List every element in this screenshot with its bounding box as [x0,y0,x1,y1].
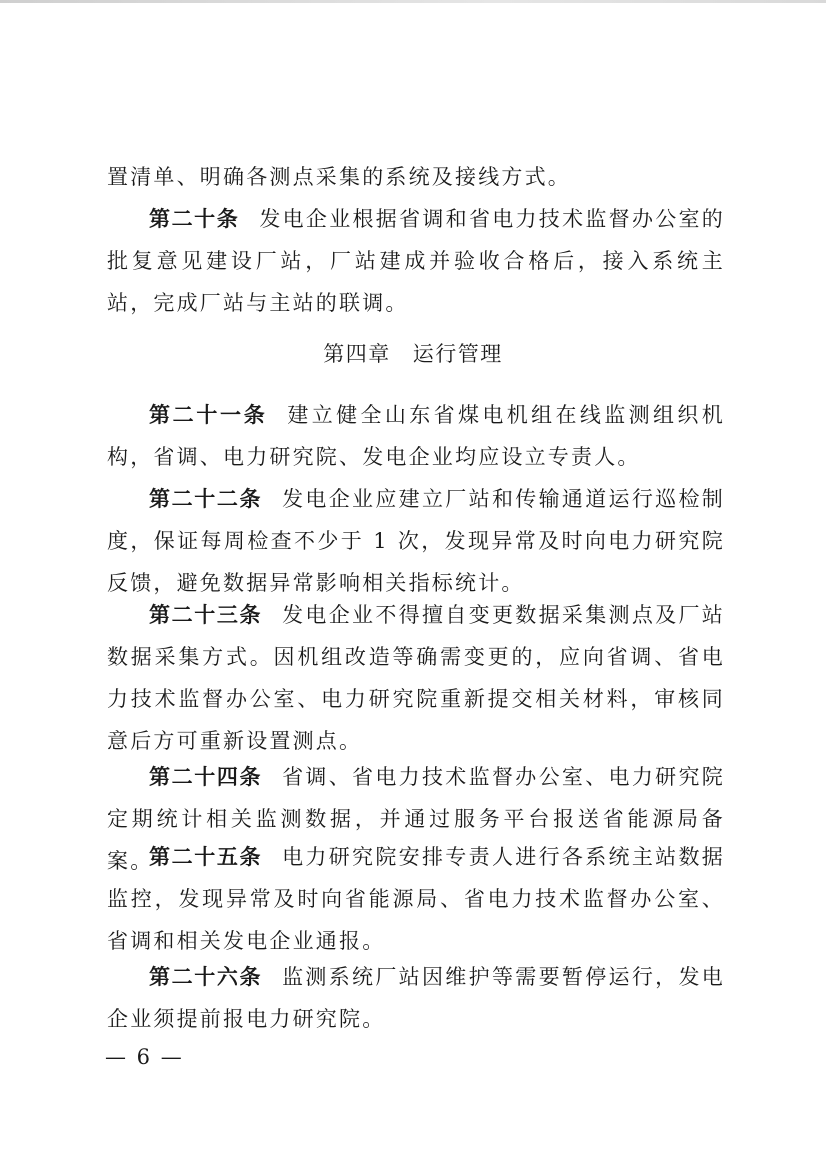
article-23 [107,594,725,762]
chapter-number: 第四章 [323,342,391,366]
article-label: 第二十四条 [149,765,263,789]
article-text: 发电企业不得擅自变更数据采集测点及厂站数据采集方式。因机组改造等确需变更的，应向省调、省电力技术监督办公室、电力研究院重新提交相关材料，审核同意后方可重新设置测点。 [107,603,725,753]
article-20 [107,198,725,324]
chapter-heading [0,334,826,374]
article-22 [107,478,725,604]
paragraph-text: 置清单、明确各测点采集的系统及接线方式。 [107,165,571,189]
article-text: 电力研究院安排专责人进行各系统主站数据监控，发现异常及时向省能源局、省电力技术监督办公室、省调和相关发电企业通报。 [107,845,725,953]
article-label: 第二十二条 [149,487,263,511]
article-label: 第二十条 [149,207,240,231]
article-label: 第二十六条 [149,965,263,989]
article-text: 发电企业应建立厂站和传输通道运行巡检制度，保证每周检查不少于 1 次，发现异常及时向电力研究院反馈，避免数据异常影响相关指标统计。 [107,487,725,595]
article-label: 第二十三条 [149,603,263,627]
article-label: 第二十一条 [149,403,268,427]
article-21 [107,394,725,478]
article-text: 发电企业根据省调和省电力技术监督办公室的批复意见建设厂站，厂站建成并验收合格后，接入系统主站，完成厂站与主站的联调。 [107,207,726,315]
chapter-title: 运行管理 [412,342,503,366]
article-text: 省调、省电力技术监督办公室、电力研究院定期统计相关监测数据，并通过服务平台报送省能源局备案。 [107,765,725,873]
article-label: 第二十五条 [149,845,263,869]
article-25 [107,836,725,962]
page-number: — 6 — [105,1045,184,1069]
article-26 [107,956,725,1040]
article-text: 建立健全山东省煤电机组在线监测组织机构，省调、电力研究院、发电企业均应设立专责人。 [107,403,725,469]
paragraph-continuation [107,156,725,198]
article-text: 监测系统厂站因维护等需要暂停运行，发电企业须提前报电力研究院。 [107,965,725,1031]
